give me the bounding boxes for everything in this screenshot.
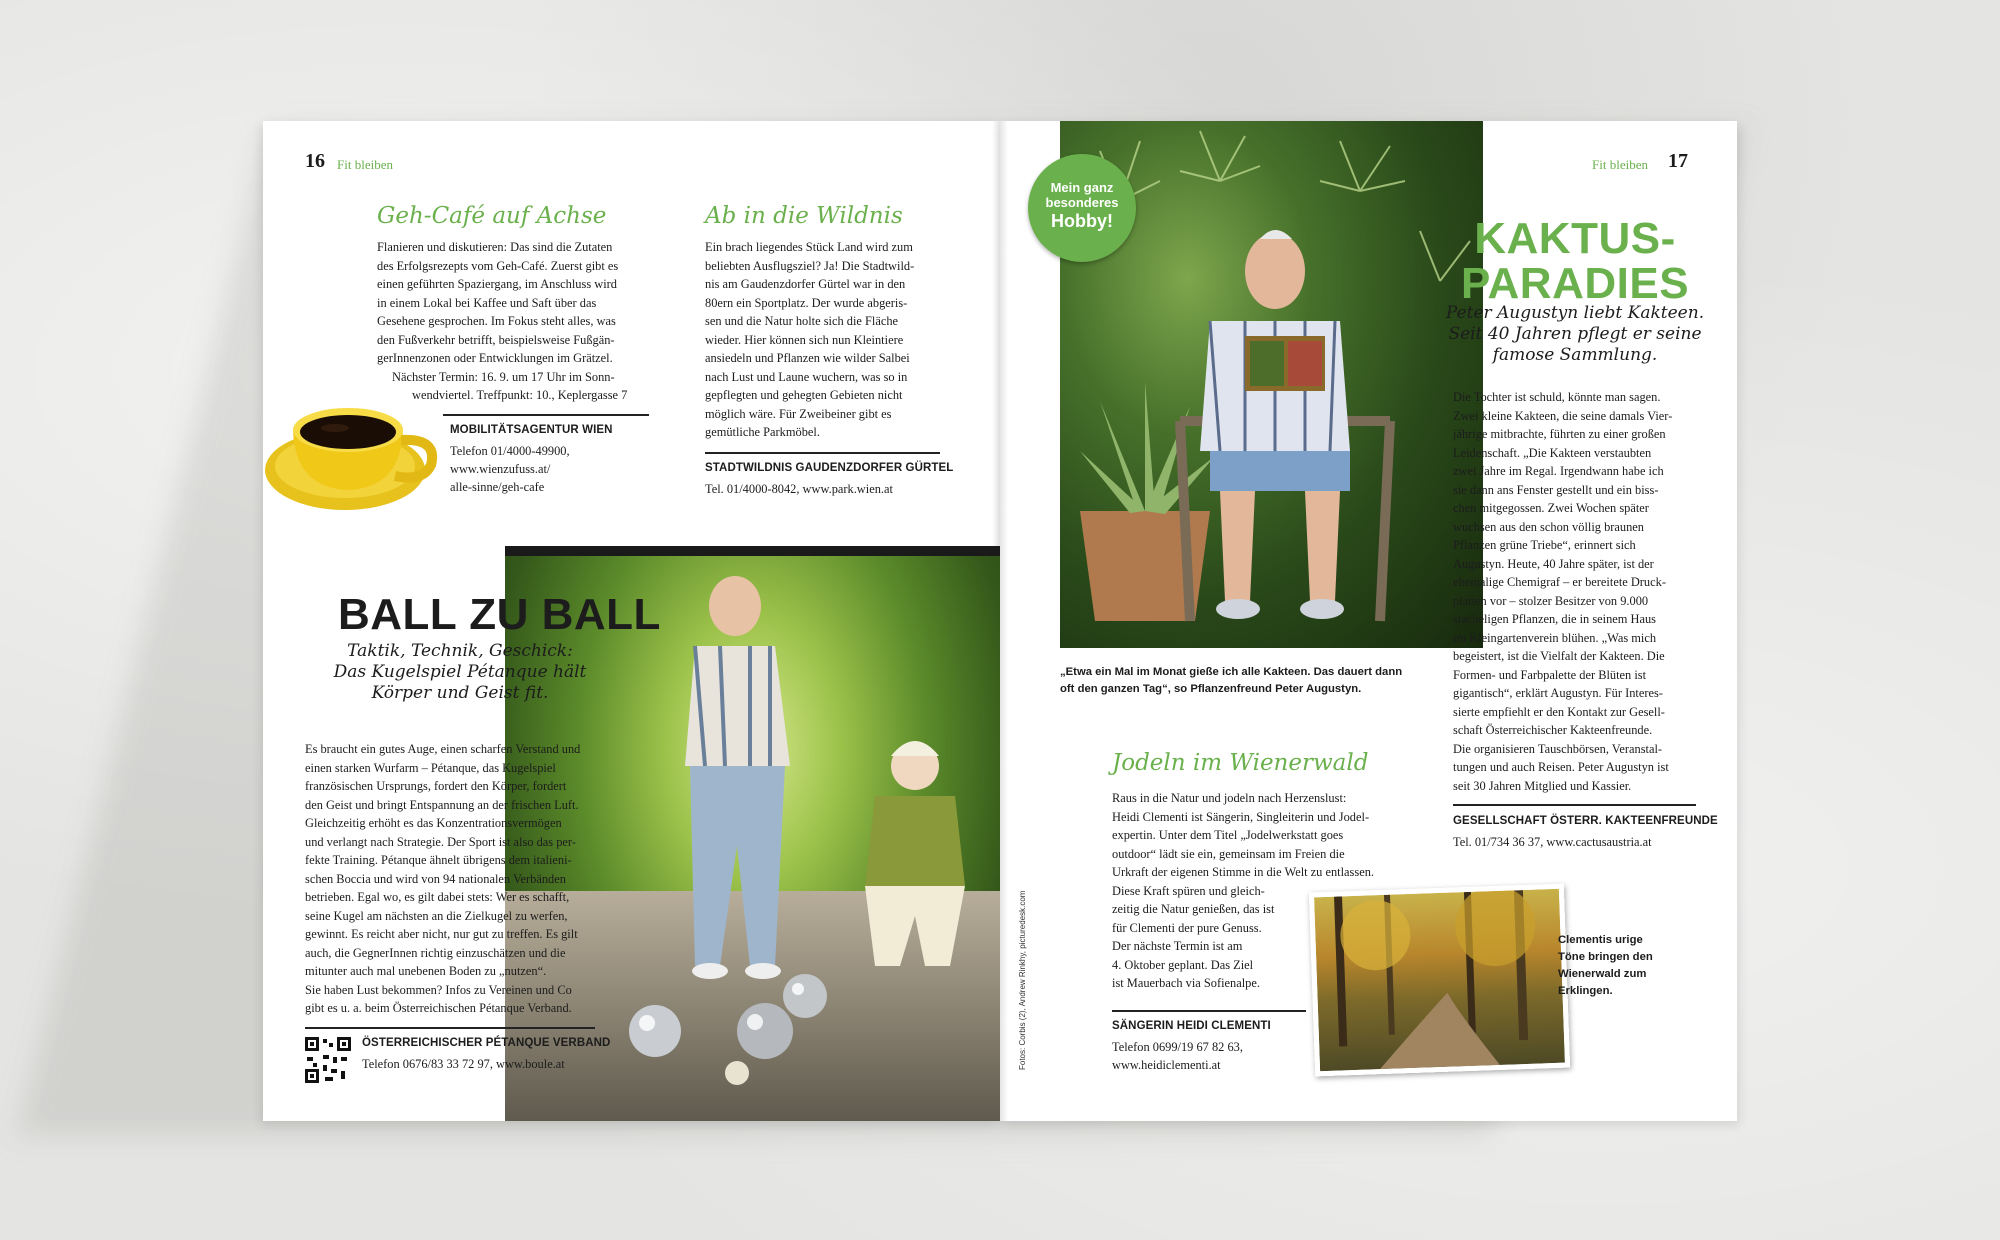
geh-cafe-info-head: MOBILITÄTSAGENTUR WIEN — [450, 424, 613, 436]
text-line: Gleichzeitig erhöht es das Konzentrationsvermögen — [305, 816, 562, 830]
section-label-left: Fit bleiben — [337, 157, 393, 172]
text-line: jährige mitbrachte, führten zu einer großen — [1453, 427, 1666, 441]
jodeln-info-line: www.heidiclementi.at — [1112, 1058, 1221, 1072]
text-line: gemütliche Parkmöbel. — [705, 425, 820, 439]
divider — [1453, 804, 1696, 806]
text-line: schaft Österreichischer Kakteenfreunde. — [1453, 723, 1653, 737]
divider — [1112, 1010, 1306, 1012]
text-line: Ein brach liegendes Stück Land wird zum — [705, 240, 913, 254]
kaktus-headline — [1440, 216, 1710, 306]
subhead-line: Körper und Geist fit. — [371, 683, 549, 703]
text-line: Zwei kleine Kakteen, die seine damals Vier- — [1453, 408, 1673, 423]
text-line: Heidi Clementi ist Sängerin, Singleiterin und Jodel- — [1112, 809, 1370, 824]
text-line: möglich wäre. Für Zweibeiner gibt es — [705, 406, 892, 421]
text-line: platten vor – stolzer Besitzer von 9.000 — [1453, 593, 1649, 608]
text-line: gerInnenzonen oder Entwicklungen im Grätzel. — [377, 351, 613, 365]
text-line: sen und die Natur holte sich die Fläche — [705, 314, 899, 328]
qr-code-icon[interactable] — [305, 1037, 351, 1083]
caption-line: „Etwa ein Mal im Monat gieße ich alle Kakteen. Das dauert dann — [1060, 666, 1403, 678]
text-line: den Geist und bringt Entspannung an der frischen Luft. — [305, 797, 579, 812]
kaktus-subhead — [1440, 303, 1710, 366]
badge-line: Mein ganz — [1050, 180, 1114, 195]
ball-info-head: ÖSTERREICHISCHER PÉTANQUE VERBAND — [362, 1037, 611, 1049]
wildnis-body — [705, 238, 955, 442]
headline-line: KAKTUS- — [1474, 214, 1676, 263]
wildnis-info-line: Tel. 01/4000-8042, www.park.wien.at — [705, 482, 893, 496]
ball-info-line: Telefon 0676/83 33 72 97, www.boule.at — [362, 1057, 565, 1071]
forest-photo — [1309, 884, 1570, 1077]
divider — [705, 452, 940, 454]
text-line: 80ern ein Sportplatz. Der wurde abgeris- — [705, 295, 908, 310]
text-line: Die organisieren Tauschbörsen, Veranstal- — [1453, 741, 1663, 756]
ball-body — [305, 740, 608, 1018]
text-line: gibt es u. a. beim Österreichischen Pétanque Verband. — [305, 1001, 572, 1015]
divider — [443, 414, 649, 416]
text-line: zeitig die Natur genießen, das ist — [1112, 902, 1275, 916]
text-line: französischen Ursprungs, fordert den Körper, fordert — [305, 779, 567, 793]
text-line: Pflanzen grüne Triebe“, erinnert sich — [1453, 538, 1636, 552]
text-line: schen Boccia und wird von 94 nationalen Verbänden — [305, 871, 566, 886]
text-line: Gesehene gesprochen. Im Fokus steht alles, was — [377, 314, 616, 328]
text-line: ansiedeln und Pflanzen wie wilder Salbei — [705, 351, 910, 365]
text-line: ist Mauerbach via Sofienalpe. — [1112, 976, 1260, 990]
text-line: zwei Jahre im Regal. Irgendwann habe ich — [1453, 464, 1664, 478]
text-line: betrieben. Egal wo, es gilt dabei stets: Wer es schafft, — [305, 890, 570, 904]
text-line: gigantisch“, erklärt Augustyn. Für Interes- — [1453, 686, 1663, 700]
kaktus-info-head: GESELLSCHAFT ÖSTERR. KAKTEENFREUNDE — [1453, 815, 1718, 827]
text-line: seit 30 Jahren Mitglied und Kassier. — [1453, 778, 1632, 793]
badge-line: besonderes — [1045, 195, 1119, 210]
kaktus-info-line: Tel. 01/734 36 37, www.cactusaustria.at — [1453, 835, 1652, 849]
jodeln-title: Jodeln im Wienerwald — [1112, 750, 1369, 776]
text-line: für Clementi der pure Genuss. — [1112, 920, 1262, 935]
text-line: wuchsen aus den schon völlig braunen — [1453, 519, 1644, 534]
jodeln-info-line: Telefon 0699/19 67 82 63, — [1112, 1040, 1243, 1054]
text-line: Urkraft der eigenen Stimme in die Welt zu entlassen. — [1112, 865, 1374, 879]
kaktus-body — [1453, 388, 1698, 795]
text-line: gewinnt. Es reicht aber nicht, nur gut zu treffen. Es gilt — [305, 927, 578, 941]
text-line: auch, die GegnerInnen richtig einzuschätzen und die — [305, 945, 566, 960]
text-line: mitunter auch mal unebenen Boden zu „nutzen“. — [305, 964, 547, 978]
text-line: in einem Lokal bei Kaffee und Saft über das — [377, 295, 597, 310]
geh-cafe-title: Geh-Café auf Achse — [377, 203, 607, 229]
text-line: wieder. Hier können sich nun Kleintiere — [705, 332, 904, 347]
wildnis-info-head: STADTWILDNIS GAUDENZDORFER GÜRTEL — [705, 462, 954, 474]
forest-photo-caption — [1558, 932, 1668, 1000]
text-line: nach Lust und Laune wuchern, was so in — [705, 369, 908, 384]
text-line: Diese Kraft spüren und gleich- — [1112, 883, 1265, 898]
text-line: 4. Oktober geplant. Das Ziel — [1112, 957, 1254, 972]
divider — [305, 1027, 595, 1029]
geh-cafe-info-line: www.wienzufuss.at/ — [450, 462, 551, 476]
caption-line: Wienerwald zum — [1558, 968, 1647, 980]
text-line: expertin. Unter dem Titel „Jodelwerkstatt goes — [1112, 828, 1344, 842]
text-line: den Fußverkehr betrifft, beispielsweise Fußgän- — [377, 332, 615, 347]
jodeln-info-head: SÄNGERIN HEIDI CLEMENTI — [1112, 1020, 1271, 1032]
caption-line: oft den ganzen Tag“, so Pflanzenfreund Peter Augustyn. — [1060, 683, 1362, 695]
text-line: outdoor“ lädt sie ein, gemeinsam im Freien die — [1112, 846, 1345, 861]
badge-line: Hobby! — [1051, 211, 1113, 231]
text-line: Nächster Termin: 16. 9. um 17 Uhr im Sonn- — [392, 369, 615, 384]
text-line: Raus in die Natur und jodeln nach Herzenslust: — [1112, 791, 1347, 805]
text-line: Es braucht ein gutes Auge, einen scharfen Verstand und — [305, 742, 581, 756]
ball-subhead — [310, 641, 610, 704]
text-line: und verlangt nach Strategie. Der Sport ist also das per- — [305, 834, 576, 849]
geh-cafe-info-line: alle-sinne/geh-cafe — [450, 480, 545, 494]
caption-line: Töne bringen den — [1558, 951, 1653, 963]
geh-cafe-info-line: Telefon 01/4000-49900, — [450, 444, 570, 458]
subhead-line: Seit 40 Jahren pflegt er seine — [1448, 324, 1702, 344]
text-line: einen starken Wurfarm – Pétanque, das Kugelspiel — [305, 760, 556, 775]
subhead-line: Das Kugelspiel Pétanque hält — [333, 662, 587, 682]
text-line: begeistert, ist die Vielfalt der Kakteen. Die — [1453, 649, 1665, 663]
caption-line: Erklingen. — [1558, 985, 1613, 997]
coffee-cup-image — [263, 370, 443, 520]
page-number-right: 17 — [1668, 150, 1688, 172]
text-line: stacheligen Pflanzen, die in seinem Haus — [1453, 612, 1657, 626]
page-number-left: 16 — [305, 150, 325, 172]
subhead-line: famose Sammlung. — [1492, 345, 1658, 365]
text-line: wendviertel. Treffpunkt: 10., Keplergasse 7 — [412, 388, 628, 402]
text-line: einen geführten Spaziergang, im Anschluss wird — [377, 277, 617, 291]
photo-credit: Fotos: Corbis (2), Andrew Rinkhy, picturedesk.com — [1018, 890, 1027, 1070]
text-line: nis am Gaudenzdorfer Gürtel war in den — [705, 277, 906, 291]
text-line: chen mitgegossen. Zwei Wochen später — [1453, 501, 1649, 515]
subhead-line: Peter Augustyn liebt Kakteen. — [1445, 303, 1705, 323]
hobby-badge — [1028, 154, 1136, 262]
wildnis-title: Ab in die Wildnis — [705, 203, 903, 229]
headline-line: PARADIES — [1460, 259, 1690, 308]
text-line: sie dann ans Fenster gestellt und ein biss- — [1453, 482, 1659, 497]
subhead-line: Taktik, Technik, Geschick: — [347, 641, 573, 661]
text-line: im Kleingartenverein blühen. „Was mich — [1453, 630, 1657, 645]
text-line: Sie haben Lust bekommen? Infos zu Vereinen und Co — [305, 982, 572, 997]
ball-headline: BALL ZU BALL — [338, 590, 661, 639]
text-line: sierte empfiehlt er den Kontakt zur Gesell- — [1453, 704, 1665, 719]
text-line: tungen und auch Reisen. Peter Augustyn ist — [1453, 760, 1669, 774]
section-label-right: Fit bleiben — [1592, 157, 1648, 172]
text-line: seine Kugel am nächsten an die Zielkugel zu werfen, — [305, 908, 568, 923]
text-line: Der nächste Termin ist am — [1112, 939, 1243, 953]
text-line: gepflegten und gehegten Gebieten nicht — [705, 388, 903, 402]
text-line: Die Tochter ist schuld, könnte man sagen. — [1453, 390, 1661, 404]
text-line: Flanieren und diskutieren: Das sind die Zutaten — [377, 240, 613, 254]
text-line: Augustyn. Heute, 40 Jahre später, ist der — [1453, 556, 1654, 571]
caption-line: Clementis urige — [1558, 934, 1643, 946]
text-line: Leidenschaft. „Die Kakteen verstaubten — [1453, 445, 1652, 460]
cactus-photo-caption — [1060, 664, 1480, 698]
text-line: fekte Training. Pétanque ähnelt übrigens dem italieni- — [305, 853, 572, 867]
text-line: Formen- und Farbpalette der Blüten ist — [1453, 667, 1647, 682]
text-line: des Erfolgsrezepts vom Geh-Café. Zuerst gibt es — [377, 258, 619, 273]
text-line: beliebten Ausflugsziel? Ja! Die Stadtwild- — [705, 258, 915, 273]
text-line: ehemalige Chemigraf – er bereitete Druck- — [1453, 575, 1666, 589]
